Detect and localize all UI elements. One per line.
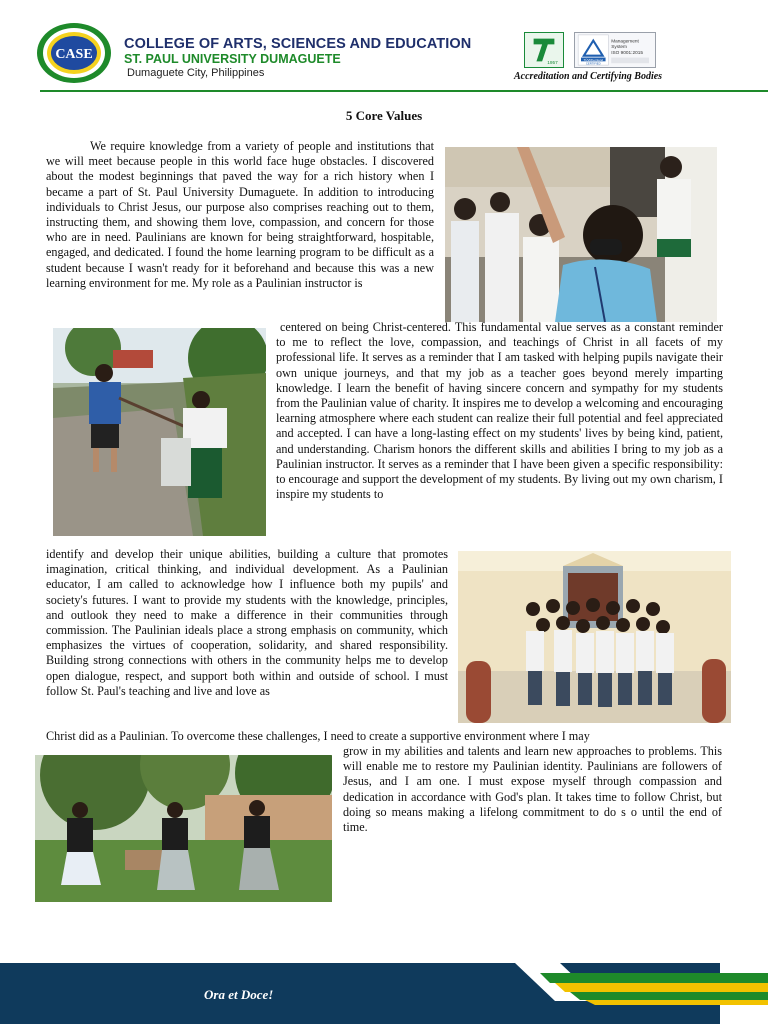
iso-line-1: Management [611, 39, 639, 45]
accreditation-logo-1 [524, 32, 564, 68]
tuv-iso-certification-logo [574, 32, 656, 68]
accreditation-caption: Accreditation and Certifying Bodies [514, 71, 663, 82]
iso-line-2: System [611, 45, 627, 51]
photo-group-students-chapel [458, 551, 731, 723]
photo-classroom-students [445, 147, 717, 322]
college-name: COLLEGE OF ARTS, SCIENCES AND EDUCATION [124, 36, 472, 52]
city-location: Dumaguete City, Philippines [127, 67, 265, 79]
page-header [0, 0, 768, 92]
accreditation-logo-1-year: 1957 [547, 61, 558, 67]
article-paragraph-3: identify and develop their unique abilities, building a culture that promotes imagination, critical thinking, and individual development. As a Paulinian educator, I am called to acknowledge how I influence both my pupils' and society's futures. I want to provide my students with the knowledge, principles, and outlook they need to make a difference in their communities through commission. The Paulinian ideals place a strong emphasis on community, which emphasizes the virtues of cooperation, solidarity, and shared responsibility. Building strong connections with others in the community helps me to develop open dialogue, respect, and support both within and outside of school. I must follow St. Paul's teaching and live and love as [46, 547, 448, 698]
tuv-brand-text: TÜVRheinland [583, 57, 604, 62]
article-paragraph-1: We require knowledge from a variety of people and institutions that we will meet because people in this world face huge obstacles. I discovered about the modest beginnings that paved the way for a rich history when I became a part of St. Paul University Dumaguete. In addition to introducing individuals to Christ Jesus, our purpose also comprises reaching out to them, instructing them, and showing them love, compassion, and concern for those who are in need. Paulinians are known for being straightforward, hospitable, engaged, and dedicated. I found the home learning program to be difficult as a student because I wasn't ready for it beforehand and because this was a new learning environment for me. My role as a Paulinian instructor is [46, 139, 434, 290]
footer-motto: Ora et Doce! [204, 987, 274, 1002]
college-seal-logo [36, 22, 112, 84]
iso-line-3: ISO 9001:2015 [611, 50, 643, 56]
photo-community-cleanup [53, 328, 266, 536]
header-divider [40, 90, 768, 92]
photo-students-dancing-outdoors [35, 755, 332, 902]
article-paragraph-4: Christ did as a Paulinian. To overcome these challenges, I need to create a supportive environment where I may [46, 729, 590, 743]
tuv-certified-text: CERTIFIED [585, 61, 601, 66]
article-title: 5 Core Values [345, 108, 423, 123]
footer-banner [0, 963, 768, 1024]
university-name: ST. PAUL UNIVERSITY DUMAGUETE [124, 52, 341, 66]
seal-text: CASE [55, 47, 93, 62]
article-paragraph-2: centered on being Christ-centered. This fundamental value serves as a constant reminder to me to reflect the love, compassion, and teachings of Christ in all facets of my professional life. It serves as a reminder that I am tasked with helping pupils navigate their own unique journeys, and that my job as a teacher goes beyond merely imparting knowledge. I learn the benefit of having sincere concern and sympathy for my students from the Paulinian value of charity. It inspires me to develop a welcoming and encouraging learning atmosphere where each student can realize their full potential and feel appreciated and accepted. I can have a long-lasting effect on my students' lives by being kind, patient, and understanding. Charism honors the different skills and abilities I bring to my job as a Paulinian instructor. It serves as a reminder that I have been given a specific responsibility: to encourage and support the development of my students. By living out my own charism, I inspire my students to [276, 320, 723, 502]
article-paragraph-5: grow in my abilities and talents and learn new approaches to problems. This will enable me to restore my Paulinian identity. Paulinians are followers of Jesus, and I am one. I must expose myself through compassion and dedication in accordance with God's plan. It takes time to follow Christ, but doing so means making a lifelong commitment to do s o until the end of time. [343, 744, 722, 835]
